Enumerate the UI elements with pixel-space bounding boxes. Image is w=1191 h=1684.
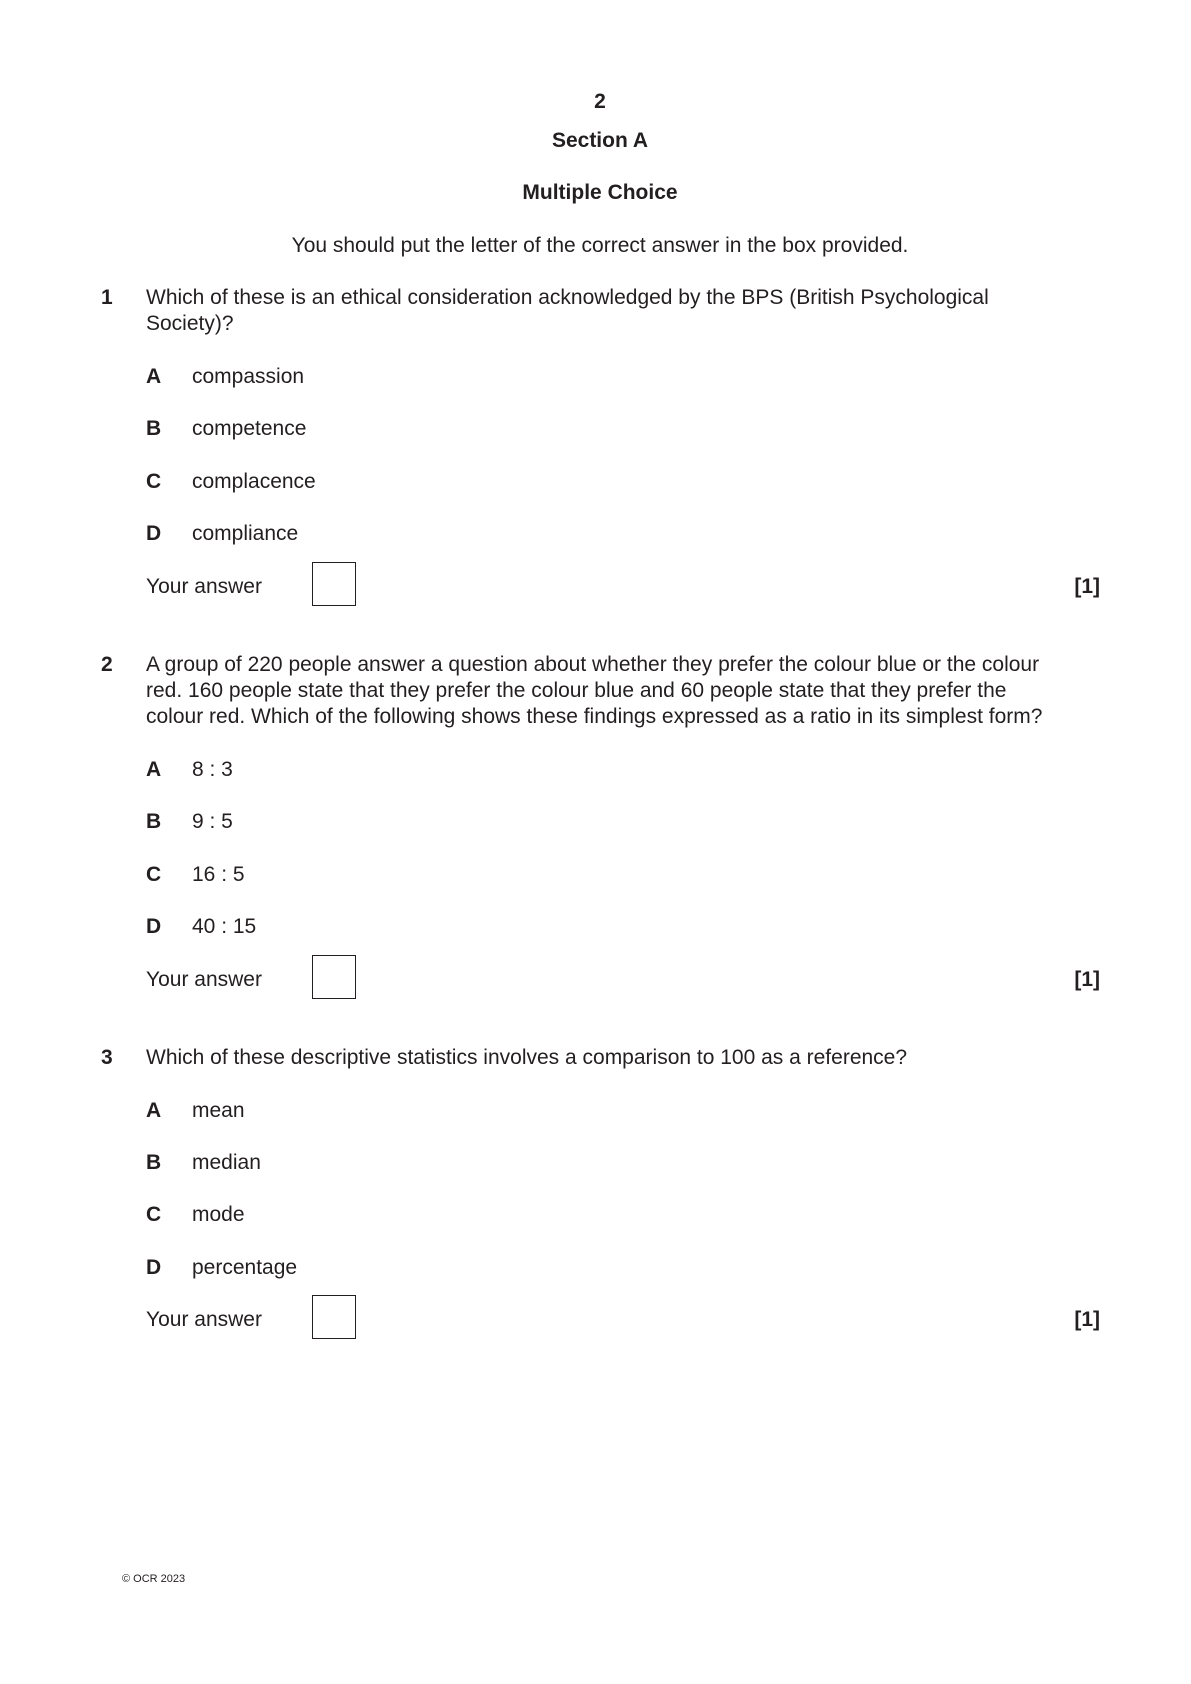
- option-text: 8 : 3: [192, 758, 233, 781]
- option-letter: C: [146, 1203, 162, 1226]
- marks: [1]: [1074, 968, 1100, 991]
- option-letter: C: [146, 470, 162, 493]
- section-subtitle: Multiple Choice: [522, 181, 678, 204]
- question-text: Society)?: [146, 312, 234, 335]
- question-text: Which of these descriptive statistics involves a comparison to 100 as a reference?: [146, 1046, 908, 1069]
- option-letter: D: [146, 915, 162, 938]
- answer-box[interactable]: [312, 955, 356, 999]
- option-letter: A: [146, 365, 162, 388]
- option-letter: D: [146, 522, 162, 545]
- answer-label: Your answer: [146, 1308, 262, 1331]
- option-text: mode: [192, 1203, 245, 1226]
- option-letter: B: [146, 417, 162, 440]
- option-letter: D: [146, 1256, 162, 1279]
- option-text: percentage: [192, 1256, 298, 1279]
- question-number: 3: [101, 1046, 113, 1069]
- copyright-footer: © OCR 2023: [122, 1573, 186, 1585]
- option-text: compassion: [192, 365, 305, 388]
- answer-label: Your answer: [146, 968, 262, 991]
- option-text: 9 : 5: [192, 810, 233, 833]
- option-letter: B: [146, 1151, 162, 1174]
- section-title: Section A: [551, 129, 649, 152]
- answer-label: Your answer: [146, 575, 262, 598]
- option-letter: C: [146, 863, 162, 886]
- instruction: You should put the letter of the correct answer in the box provided.: [291, 234, 909, 257]
- question-number: 2: [101, 653, 113, 676]
- option-text: 40 : 15: [192, 915, 257, 938]
- answer-box[interactable]: [312, 1295, 356, 1339]
- option-text: 16 : 5: [192, 863, 245, 886]
- option-letter: A: [146, 758, 162, 781]
- option-letter: A: [146, 1099, 162, 1122]
- question-text: colour red. Which of the following shows these findings expressed as a ratio in its simplest form?: [146, 705, 1043, 728]
- marks: [1]: [1074, 1308, 1100, 1331]
- option-text: competence: [192, 417, 307, 440]
- option-text: complacence: [192, 470, 316, 493]
- page-number: 2: [594, 90, 606, 113]
- question-number: 1: [101, 286, 113, 309]
- option-text: compliance: [192, 522, 299, 545]
- question-text: Which of these is an ethical consideration acknowledged by the BPS (British Psychological: [146, 286, 989, 309]
- answer-box[interactable]: [312, 562, 356, 606]
- option-text: mean: [192, 1099, 245, 1122]
- question-text: A group of 220 people answer a question about whether they prefer the colour blue or the colour: [146, 653, 1040, 676]
- option-letter: B: [146, 810, 162, 833]
- option-text: median: [192, 1151, 261, 1174]
- marks: [1]: [1074, 575, 1100, 598]
- question-text: red. 160 people state that they prefer the colour blue and 60 people state that they prefer the: [146, 679, 1007, 702]
